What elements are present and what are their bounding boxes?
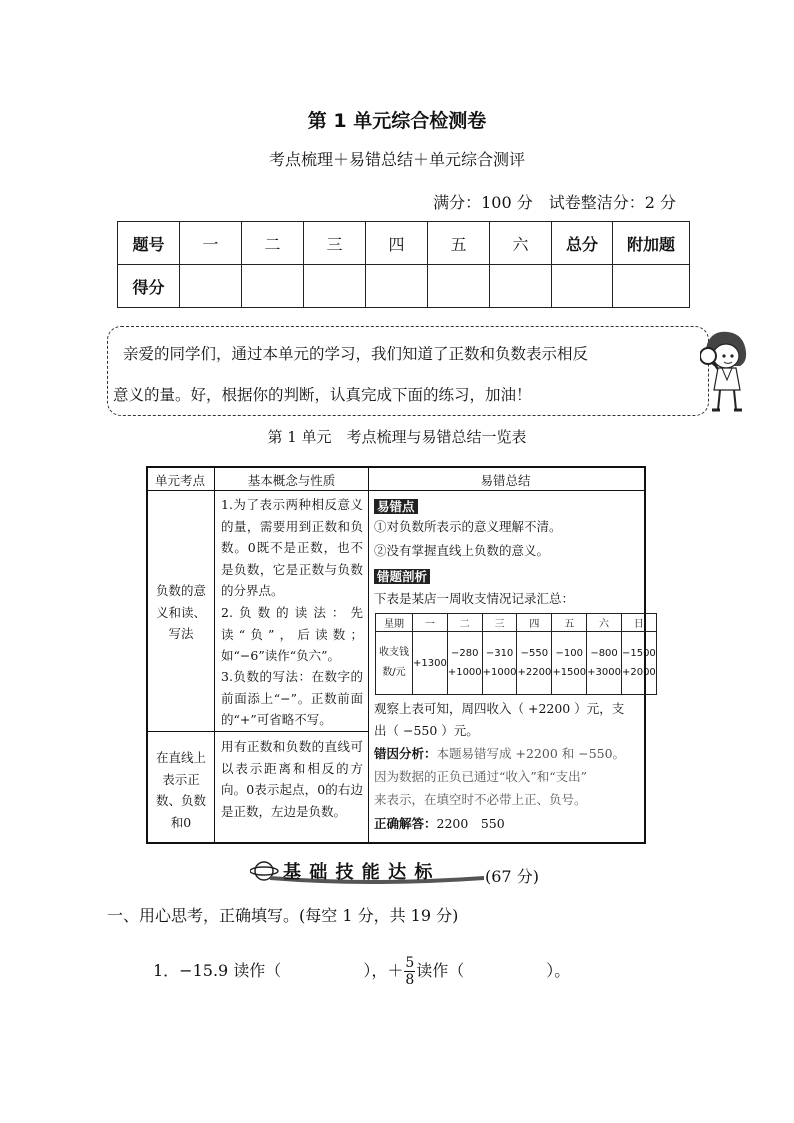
cause-line-2: 因为数据的正负已通过“收入”和“支出”	[374, 769, 588, 784]
cause-text: 本题易错写成 +2200 和 −550。	[436, 746, 626, 761]
week-value-cell	[447, 632, 482, 695]
error-analysis-tag	[374, 566, 430, 585]
cause-label: 错因分析：	[374, 746, 437, 761]
cause-line-1	[374, 743, 625, 765]
week-value-cell	[552, 632, 587, 695]
topic-number-line: 在直线上表示正数、负数和0	[155, 750, 206, 830]
score-header-cell: 一	[180, 222, 242, 265]
page-subtitle: 考点梳理＋易错总结＋单元综合测评	[268, 150, 525, 169]
score-input-cell[interactable]	[366, 265, 428, 308]
q1-end: ）。	[546, 961, 571, 980]
week-header-cell: 四	[517, 614, 552, 632]
week-header-cell: 五	[552, 614, 587, 632]
score-header-cell: 附加题	[613, 222, 690, 265]
score-header-cell: 三	[304, 222, 366, 265]
summary-table-title: 第 1 单元 考点梳理与易错总结一览表	[267, 428, 527, 446]
score-header-cell: 六	[490, 222, 552, 265]
score-input-cell[interactable]	[552, 265, 613, 308]
week-header-cell: 日	[621, 614, 656, 632]
week-header-cell: 六	[587, 614, 622, 632]
score-input-cell[interactable]	[304, 265, 366, 308]
weekly-balance-table	[375, 613, 657, 695]
score-header-cell: 题号	[118, 222, 180, 265]
week-header-cell: 二	[447, 614, 482, 632]
week-value: +2000	[621, 667, 656, 678]
score-table-header-row	[118, 222, 690, 265]
week-value: −310	[485, 648, 514, 659]
section-banner-label: 基 础 技 能 达 标	[283, 862, 434, 883]
score-row-label: 得分	[118, 265, 180, 308]
score-header-cell: 五	[428, 222, 490, 265]
summary-col-header-topic: 单元考点	[154, 473, 205, 488]
week-value-cell	[587, 632, 622, 695]
concept-item: 2.负数的读法：先读“负”，后读数；如“−6”读作“负六”。	[221, 605, 363, 663]
week-header-row	[376, 614, 657, 632]
week-value: +1000	[447, 667, 482, 678]
observe-line-2: 出（ −550 ）元。	[374, 723, 479, 738]
score-table-score-row	[118, 265, 690, 308]
week-value-cell	[413, 632, 448, 695]
week-value-cell	[517, 632, 552, 695]
error-point-tag	[374, 496, 418, 515]
question-1	[153, 955, 570, 988]
week-value: +3000	[587, 667, 621, 678]
q1-fraction	[404, 955, 415, 988]
score-header-cell: 四	[366, 222, 428, 265]
score-header-cell: 总分	[552, 222, 613, 265]
summary-row-divider	[146, 731, 369, 732]
q1-frac-numerator: 5	[405, 955, 415, 971]
score-input-cell[interactable]	[613, 265, 690, 308]
week-row-label: 收支钱数/元	[376, 632, 413, 695]
score-info: 满分：100 分 试卷整洁分：2 分	[433, 193, 676, 212]
week-value: −550	[520, 648, 549, 659]
answer-text: 2200 550	[436, 816, 505, 831]
week-value-cell	[621, 632, 656, 695]
answer-line	[374, 813, 505, 835]
error-analysis-tag-label: 错题剖析	[374, 569, 430, 584]
q1-prefix: 1．−15.9 读作（	[153, 961, 282, 980]
error-point-tag-label: 易错点	[374, 499, 418, 514]
q1-mid: ），＋	[363, 961, 404, 980]
week-value: +2200	[517, 667, 552, 678]
intro-line-1: 亲爱的同学们，通过本单元的学习，我们知道了正数和负数表示相反	[123, 345, 589, 363]
answer-label: 正确解答：	[374, 816, 437, 831]
concept-item: 3.负数的写法：在数字的前面添上“−”。正数前面的“+”可省略不写。	[221, 669, 363, 727]
week-value-cell	[482, 632, 517, 695]
week-value: +1500	[552, 667, 587, 678]
error-analysis-intro: 下表是某店一周收支情况记录汇总：	[374, 591, 575, 606]
observe-line-1: 观察上表可知，周四收入（ +2200 ）元，支	[374, 701, 625, 716]
score-input-cell[interactable]	[428, 265, 490, 308]
score-input-cell[interactable]	[490, 265, 552, 308]
score-input-cell[interactable]	[242, 265, 304, 308]
page-title: 第 1 单元综合检测卷	[307, 110, 487, 132]
summary-col-divider-1	[214, 466, 215, 842]
summary-col-divider-2	[368, 466, 369, 842]
score-input-cell[interactable]	[180, 265, 242, 308]
section-1-title: 一、用心思考，正确填写。(每空 1 分，共 19 分)	[107, 906, 459, 925]
week-value: −1500	[621, 648, 656, 659]
summary-col-header-concept: 基本概念与性质	[247, 473, 336, 488]
week-header-cell: 三	[482, 614, 517, 632]
intro-line-2: 意义的量。好，根据你的判断，认真完成下面的练习，加油！	[113, 386, 532, 404]
summary-col-header-errors: 易错总结	[480, 473, 531, 488]
week-values-row	[376, 632, 657, 695]
topic-negative-meaning: 负数的意义和读、写法	[155, 583, 206, 641]
week-value: +1000	[482, 667, 517, 678]
week-header-cell: 一	[413, 614, 448, 632]
summary-header-divider	[146, 490, 644, 491]
week-value: −100	[555, 648, 583, 659]
section-banner-points: (67 分)	[485, 867, 539, 886]
cause-line-3: 来表示，在填空时不必带上正、负号。	[374, 792, 587, 807]
week-value: −800	[590, 648, 618, 659]
q1-suffix: 读作（	[416, 961, 465, 980]
week-header-cell: 星期	[376, 614, 413, 632]
week-value: −280	[451, 648, 479, 659]
score-table	[117, 221, 690, 308]
error-point-2: ②没有掌握直线上负数的意义。	[374, 543, 550, 558]
girl-with-magnifier-illustration	[700, 328, 748, 414]
week-value: +1300	[413, 657, 447, 669]
concept-item: 1.为了表示两种相反意义的量，需要用到正数和负数。0既不是正数，也不是负数，它是正数与负数的分界点。	[221, 497, 363, 598]
q1-frac-denominator: 8	[405, 972, 415, 988]
score-header-cell: 二	[242, 222, 304, 265]
error-point-1: ①对负数所表示的意义理解不清。	[374, 519, 562, 534]
concept-item: 用有正数和负数的直线可以表示距离和相反的方向。0表示起点，0的右边是正数，左边是负数。	[221, 739, 363, 819]
